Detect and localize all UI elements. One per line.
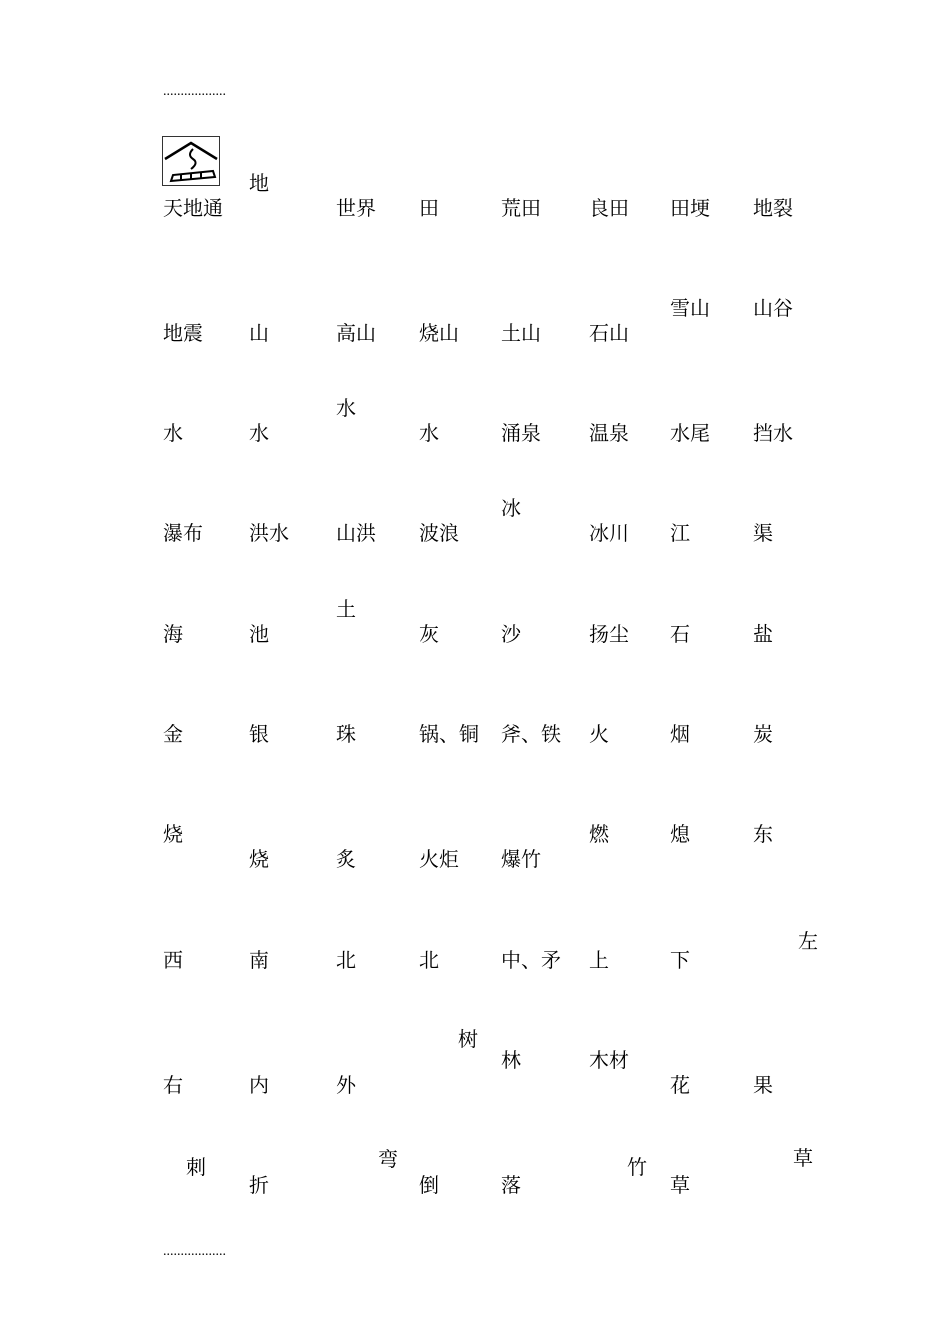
grid-word: 高山: [336, 321, 376, 345]
grid-word: 内: [249, 1073, 269, 1097]
grid-word: 落: [501, 1173, 521, 1197]
grid-word: 山洪: [336, 521, 376, 545]
grid-word: 扬尘: [589, 622, 629, 646]
grid-word: 瀑布: [163, 521, 203, 545]
grid-word: 水: [249, 421, 269, 445]
grid-word: 山谷: [753, 296, 793, 320]
grid-word: 荒田: [501, 196, 541, 220]
grid-word: 火: [589, 722, 609, 746]
grid-word: 涌泉: [501, 421, 541, 445]
grid-word: 折: [249, 1173, 269, 1197]
grid-word: 锅、铜: [419, 722, 479, 746]
grid-word: 北: [336, 948, 356, 972]
grid-word: 烧: [163, 822, 183, 846]
grid-word: 右: [163, 1073, 183, 1097]
grid-word: 灰: [419, 622, 439, 646]
grid-word: 水: [163, 421, 183, 445]
grid-word: 西: [163, 948, 183, 972]
grid-word: 林: [501, 1048, 521, 1072]
grid-word: 炭: [753, 722, 773, 746]
grid-word: 斧、铁: [501, 722, 561, 746]
grid-word: 爆竹: [501, 847, 541, 871]
grid-word: 石: [670, 622, 690, 646]
grid-word: 挡水: [753, 421, 793, 445]
grid-word: 水尾: [670, 421, 710, 445]
grid-word: 南: [249, 948, 269, 972]
grid-word: 倒: [419, 1173, 439, 1197]
grid-word: 东: [753, 822, 773, 846]
grid-word: 渠: [753, 521, 773, 545]
grid-word: 草: [670, 1173, 690, 1197]
earth-glyph-icon: [162, 136, 220, 186]
grid-word: 海: [163, 622, 183, 646]
grid-word: 下: [670, 948, 690, 972]
grid-word: 田: [419, 196, 439, 220]
grid-word: 金: [163, 722, 183, 746]
grid-word: 盐: [753, 622, 773, 646]
grid-word: 外: [336, 1073, 356, 1097]
grid-word: 地震: [163, 321, 203, 345]
grid-word: 树: [458, 1027, 478, 1051]
grid-word: 温泉: [589, 421, 629, 445]
grid-word: 波浪: [419, 521, 459, 545]
grid-word: 花: [670, 1073, 690, 1097]
grid-word: 洪水: [249, 521, 289, 545]
grid-word: 石山: [589, 321, 629, 345]
grid-word: 田埂: [670, 196, 710, 220]
grid-word: 冰川: [589, 521, 629, 545]
grid-word: 木材: [589, 1048, 629, 1072]
grid-word: 弯: [378, 1147, 398, 1171]
grid-word: 果: [753, 1073, 773, 1097]
grid-word: 草: [793, 1146, 813, 1170]
grid-word: 烧: [249, 847, 269, 871]
grid-word: 火炬: [419, 847, 459, 871]
grid-word: 炙: [336, 847, 356, 871]
footer-dots: ..................: [163, 1244, 226, 1259]
grid-word: 江: [670, 521, 690, 545]
grid-word: 珠: [336, 722, 356, 746]
grid-word: 北: [419, 948, 439, 972]
grid-word: 冰: [501, 496, 521, 520]
grid-word: 山: [249, 321, 269, 345]
grid-word: 池: [249, 622, 269, 646]
grid-word: 左: [798, 929, 818, 953]
grid-word: 燃: [589, 822, 609, 846]
grid-word: 沙: [501, 622, 521, 646]
grid-word: 水: [419, 421, 439, 445]
grid-word: 银: [249, 722, 269, 746]
grid-word: 上: [589, 948, 609, 972]
grid-word: 竹: [627, 1155, 647, 1179]
grid-word: 地: [249, 171, 269, 195]
grid-word: 良田: [589, 196, 629, 220]
grid-word: 天地通: [163, 196, 223, 220]
header-dots: ..................: [163, 84, 226, 99]
grid-word: 烧山: [419, 321, 459, 345]
grid-word: 土: [336, 597, 356, 621]
grid-word: 土山: [501, 321, 541, 345]
grid-word: 熄: [670, 822, 690, 846]
grid-word: 中、矛: [501, 948, 561, 972]
grid-word: 雪山: [670, 296, 710, 320]
grid-word: 刺: [186, 1155, 206, 1179]
grid-word: 水: [336, 396, 356, 420]
grid-word: 烟: [670, 722, 690, 746]
grid-word: 地裂: [753, 196, 793, 220]
grid-word: 世界: [336, 196, 376, 220]
